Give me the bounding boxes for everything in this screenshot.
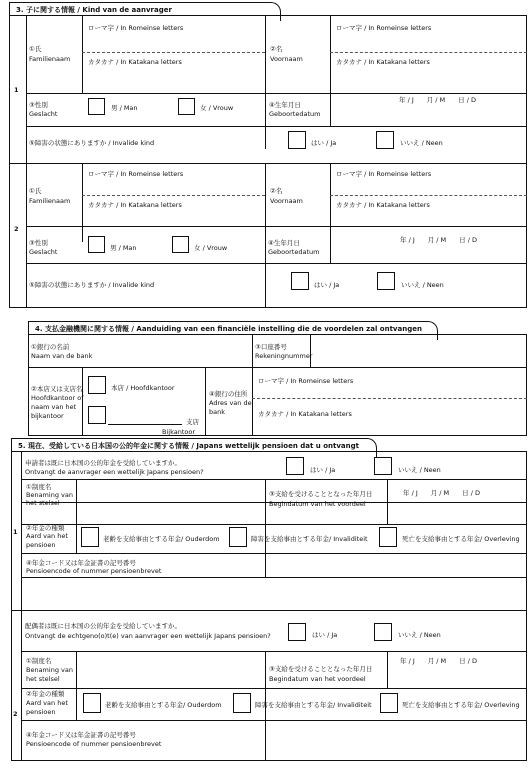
pension-2-start-jp: ③支給を受けることとなった年月日	[269, 665, 373, 673]
branch-label-line-3: naam van het	[31, 403, 77, 411]
pension-1-disability-checkbox[interactable]	[229, 527, 247, 547]
bank-address-line-1: ④銀行の住所	[209, 390, 248, 398]
child-2-female-label: 女 / Vrouw	[194, 244, 228, 252]
pension-1-type-line-2: Aard van het	[26, 532, 68, 540]
bank-address-katakana-label: カタカナ / In Katakana letters	[258, 410, 352, 418]
pension-1-start-ymd: 年 / J 月 / M 日 / D	[403, 489, 480, 497]
pension-2-no-label: いいえ / Neen	[398, 631, 441, 639]
child-2-dob-ymd: 年 / J 月 / M 日 / D	[400, 236, 477, 244]
child-2-given-jp: ②名	[270, 187, 283, 195]
child-1-disabled-question: ⑤障害の状態にありますか / Invalide kind	[29, 139, 155, 147]
child-1-given-romaji-label: ローマ字 / In Romeinse letters	[336, 24, 432, 32]
child-1-sex-jp: ③性別	[29, 101, 48, 109]
pension-2-no-checkbox[interactable]	[374, 623, 392, 641]
child-2-male-checkbox[interactable]	[88, 236, 105, 253]
pension-2-yes-label: はい / Ja	[312, 631, 338, 639]
child-1-female-label: 女 / Vrouw	[200, 104, 234, 112]
account-number-jp: ③口座番号	[255, 343, 287, 351]
child-1-surname-jp: ①氏	[29, 45, 42, 53]
child-2-disabled-yes-label: はい / Ja	[314, 281, 340, 289]
child-1-surname-romaji-label: ローマ字 / In Romeinse letters	[88, 24, 184, 32]
pension-2-survivor-label: 死亡を支給事由とする年金/ Overleving	[402, 701, 520, 709]
child-2-male-label: 男 / Man	[110, 244, 137, 252]
pension-2-old-age-label: 老齢を支給事由とする年金/ Ouderdom	[105, 701, 222, 709]
child-2-surname-nl: Familienaam	[29, 197, 71, 205]
child-1-disabled-yes-label: はい / Ja	[311, 139, 337, 147]
child-1-disabled-no-checkbox[interactable]	[376, 131, 394, 149]
child-2-surname-katakana-label: カタカナ / In Katakana letters	[88, 201, 182, 209]
branch-office-checkbox[interactable]	[88, 406, 106, 424]
pension-1-scheme-line-2: Benaming van	[26, 491, 73, 499]
pension-2-old-age-checkbox[interactable]	[83, 693, 101, 713]
branch-name-line[interactable]	[108, 424, 182, 425]
pension-1-survivor-label: 死亡を支給事由とする年金/ Overleving	[402, 535, 520, 543]
child-2-disabled-question: ⑤障害の状態にありますか / Invalide kind	[29, 281, 155, 289]
pension-1-scheme-line-1: ①制度名	[26, 483, 52, 491]
pension-1-question-jp: 申請者は既に日本国の公的年金を受給していますか。	[25, 459, 181, 467]
pension-2-scheme-line-2: Benaming van	[26, 666, 73, 674]
child-1-sex-nl: Geslacht	[29, 110, 58, 118]
pension-2-disability-label: 障害を支給事由とする年金/ Invaliditeit	[255, 701, 372, 709]
pension-2-disability-checkbox[interactable]	[233, 693, 251, 713]
pension-1-yes-label: はい / Ja	[310, 466, 336, 474]
pension-1-question-nl: Ontvangt de aanvrager een wettelijk Japans pensioen?	[25, 468, 204, 476]
child-1-male-label: 男 / Man	[111, 104, 138, 112]
pension-1-start-jp: ③支給を受けることとなった年月日	[269, 490, 373, 498]
account-number-nl: Rekeningnummer	[255, 352, 313, 360]
head-office-checkbox[interactable]	[88, 376, 106, 394]
child-1-disabled-no-label: いいえ / Neen	[400, 139, 443, 147]
child-1-dob-ymd: 年 / J 月 / M 日 / D	[399, 96, 476, 104]
pension-2-code-jp: ④年金コード又は年金証書の記号番号	[26, 731, 136, 739]
pension-2-question-nl: Ontvangt de echtgeno(o)t(e) van aanvrager een wettelijk Japans pensioen?	[25, 632, 271, 640]
pension-1-old-age-checkbox[interactable]	[81, 527, 99, 547]
child-1-surname-nl: Familienaam	[29, 55, 71, 63]
child-1-surname-katakana-label: カタカナ / In Katakana letters	[88, 58, 182, 66]
pension-2-type-line-1: ②年金の種類	[26, 690, 65, 698]
pension-1-old-age-label: 老齢を支給事由とする年金/ Ouderdom	[103, 535, 220, 543]
pension-1-no-checkbox[interactable]	[374, 457, 392, 475]
pension-2-type-line-3: pensioen	[26, 708, 56, 716]
child-2-dob-jp: ④生年月日	[268, 239, 300, 247]
pension-2-survivor-checkbox[interactable]	[380, 693, 398, 713]
section-3-frame	[9, 15, 527, 308]
pension-1-code-nl: Pensioencode of nummer pensioenbrevet	[26, 567, 162, 575]
child-2-dob-nl: Geboortedatum	[268, 248, 320, 256]
child-1-given-katakana-label: カタカナ / In Katakana letters	[336, 58, 430, 66]
bank-address-romaji-label: ローマ字 / In Romeinse letters	[258, 377, 354, 385]
pension-1-disability-label: 障害を支給事由とする年金/ Invaliditeit	[251, 535, 368, 543]
pension-1-number: 1	[13, 528, 18, 536]
child-2-surname-jp: ①氏	[29, 187, 42, 195]
branch-kanji-label: 支店	[186, 418, 199, 426]
pension-2-number: 2	[13, 710, 18, 718]
bank-name-nl: Naam van de bank	[31, 352, 93, 360]
child-1-dob-nl: Geboortedatum	[269, 110, 321, 118]
child-2-disabled-no-label: いいえ / Neen	[401, 281, 444, 289]
child-2-disabled-no-checkbox[interactable]	[377, 272, 395, 290]
pension-2-scheme-line-3: het stelsel	[26, 675, 60, 683]
bank-address-line-3: bank	[209, 408, 225, 416]
pension-1-scheme-line-3: het stelsel	[26, 499, 60, 507]
pension-1-start-nl: Begindatum van het voordeel	[269, 500, 366, 508]
pension-2-scheme-line-1: ①制度名	[26, 657, 52, 665]
child-2-surname-romaji-label: ローマ字 / In Romeinse letters	[88, 170, 184, 178]
pension-1-code-jp: ④年金コード又は年金証書の記号番号	[26, 559, 136, 567]
branch-label-line-1: ②本店又は支店名	[31, 385, 83, 393]
pension-2-code-nl: Pensioencode of nummer pensioenbrevet	[26, 740, 162, 748]
bank-address-line-2: Adres van de	[209, 399, 252, 407]
pension-2-yes-checkbox[interactable]	[288, 623, 306, 641]
bank-name-jp: ①銀行の名前	[31, 343, 70, 351]
child-1-dob-jp: ④生年月日	[269, 101, 301, 109]
pension-1-no-label: いいえ / Neen	[398, 466, 441, 474]
branch-nl-label: Bijkantoor	[162, 428, 195, 436]
child-1-given-nl: Voornaam	[270, 55, 303, 63]
child-1-female-checkbox[interactable]	[178, 98, 195, 115]
section-3-title: 3. 子に関する情報 / Kind van de aanvrager	[16, 6, 172, 14]
head-office-label: 本店 / Hoofdkantoor	[111, 384, 175, 392]
pension-1-type-line-3: pensioen	[26, 541, 56, 549]
child-2-given-nl: Voornaam	[270, 197, 303, 205]
pension-1-survivor-checkbox[interactable]	[379, 527, 397, 547]
child-2-sex-nl: Geslacht	[29, 248, 58, 256]
child-2-disabled-yes-checkbox[interactable]	[291, 272, 309, 290]
pension-2-start-ymd: 年 / J 月 / M 日 / D	[400, 657, 477, 665]
branch-label-line-4: bijkantoor	[31, 412, 64, 420]
child-1-given-jp: ②名	[270, 45, 283, 53]
branch-label-line-2: Hoofdkantoor of	[31, 394, 84, 402]
pension-2-question-jp: 配偶者は既に日本国の公的年金を受給していますか。	[25, 622, 181, 630]
section-4-title: 4. 支払金融機関に関する情報 / Aanduiding van een financiële instelling die de voordelen zal ontvangen	[35, 325, 422, 333]
child-1-disabled-yes-checkbox[interactable]	[288, 131, 306, 149]
child-2-female-checkbox[interactable]	[172, 236, 189, 253]
child-1-male-checkbox[interactable]	[88, 98, 105, 115]
child-1-number: 1	[14, 86, 19, 94]
section-5-title: 5. 現在、受給している日本国の公的年金に関する情報 / Japans wettelijk pensioen dat u ontvangt	[18, 442, 359, 450]
child-2-given-romaji-label: ローマ字 / In Romeinse letters	[336, 170, 432, 178]
pension-2-type-line-2: Aard van het	[26, 699, 68, 707]
child-2-given-katakana-label: カタカナ / In Katakana letters	[336, 201, 430, 209]
pension-1-yes-checkbox[interactable]	[286, 457, 304, 475]
child-2-sex-jp: ③性別	[29, 239, 48, 247]
child-2-number: 2	[14, 225, 19, 233]
pension-1-type-line-1: ②年金の種類	[26, 524, 65, 532]
pension-2-start-nl: Begindatum van het voordeel	[269, 675, 366, 683]
